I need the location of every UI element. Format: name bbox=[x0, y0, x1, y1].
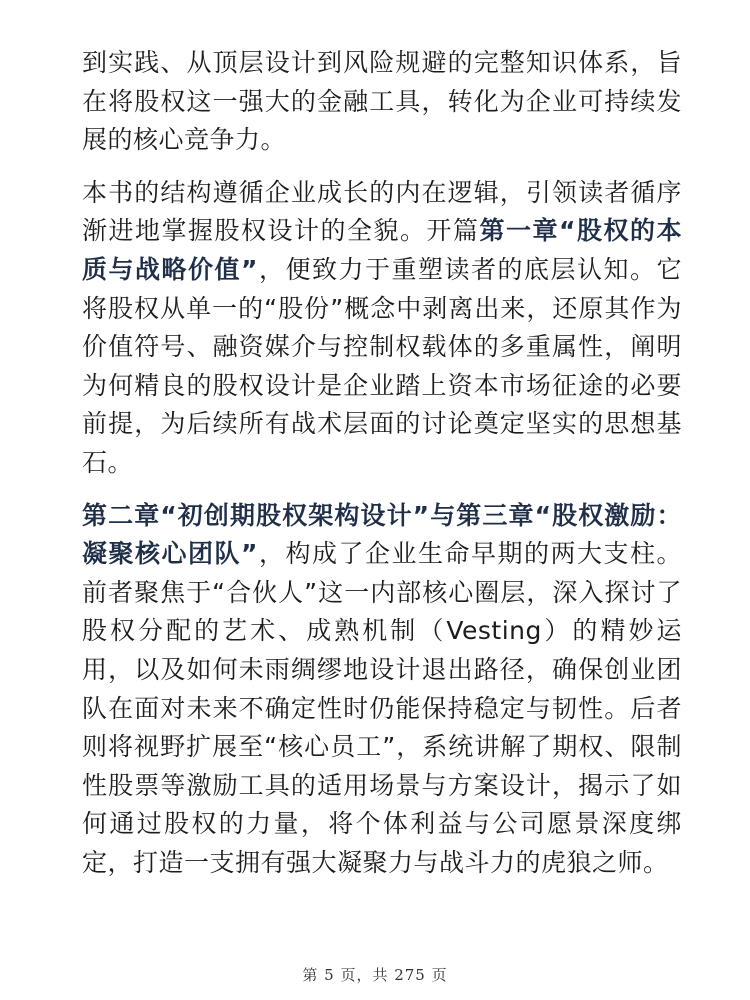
text-run: 与 bbox=[429, 500, 457, 530]
text-run: 本书的结构遵循企业成长的内在逻辑，引领读者循序渐进地掌握股权设计的全貌。开篇 bbox=[82, 177, 682, 246]
text-run: 到实践、从顶层设计到风险规避的完整知识体系，旨在将股权这一强大的金融工具，转化为企业可持续发展的核心竞争力。 bbox=[82, 48, 682, 155]
paragraph-1 bbox=[82, 44, 682, 160]
text-run: ，构成了企业生命早期的两大支柱。前者聚焦于“合伙人”这一内部核心圈层，深入探讨了股权分配的艺术、成熟机制（Vesting）的精妙运用，以及如何未雨绸缪地设计退出路径，确保创业团队在面对未来不确定性时仍能保持稳定与韧性。后者则将视野扩展至“核心员工”，系统讲解了期权、限制性股票等激励工具的适用场景与方案设计，揭示了如何通过股权的力量，将个体利益与公司愿景深度绑定，打造一支拥有强大凝聚力与战斗力的虎狼之师。 bbox=[82, 539, 682, 877]
paragraph-2 bbox=[82, 174, 682, 483]
chapter-reference: 第一章“股权的本质与战略价值” bbox=[82, 216, 682, 284]
text-run: ，便致力于重塑读者的底层认知。它将股权从单一的“股份”概念中剥离出来，还原其作为价值符号、融资媒介与控制权载体的多重属性，阐明为何精良的股权设计是企业踏上资本市场征途的必要前提，为后续所有战术层面的讨论奠定坚实的思想基石。 bbox=[82, 254, 682, 477]
body-text bbox=[82, 44, 682, 882]
chapter-reference: 第三章“股权激励：凝聚核心团队” bbox=[82, 500, 682, 569]
page-number-footer: 第 5 页，共 275 页 bbox=[302, 966, 448, 984]
paragraph-3 bbox=[82, 497, 682, 883]
chapter-reference: 第二章“初创期股权架构设计” bbox=[82, 500, 430, 530]
